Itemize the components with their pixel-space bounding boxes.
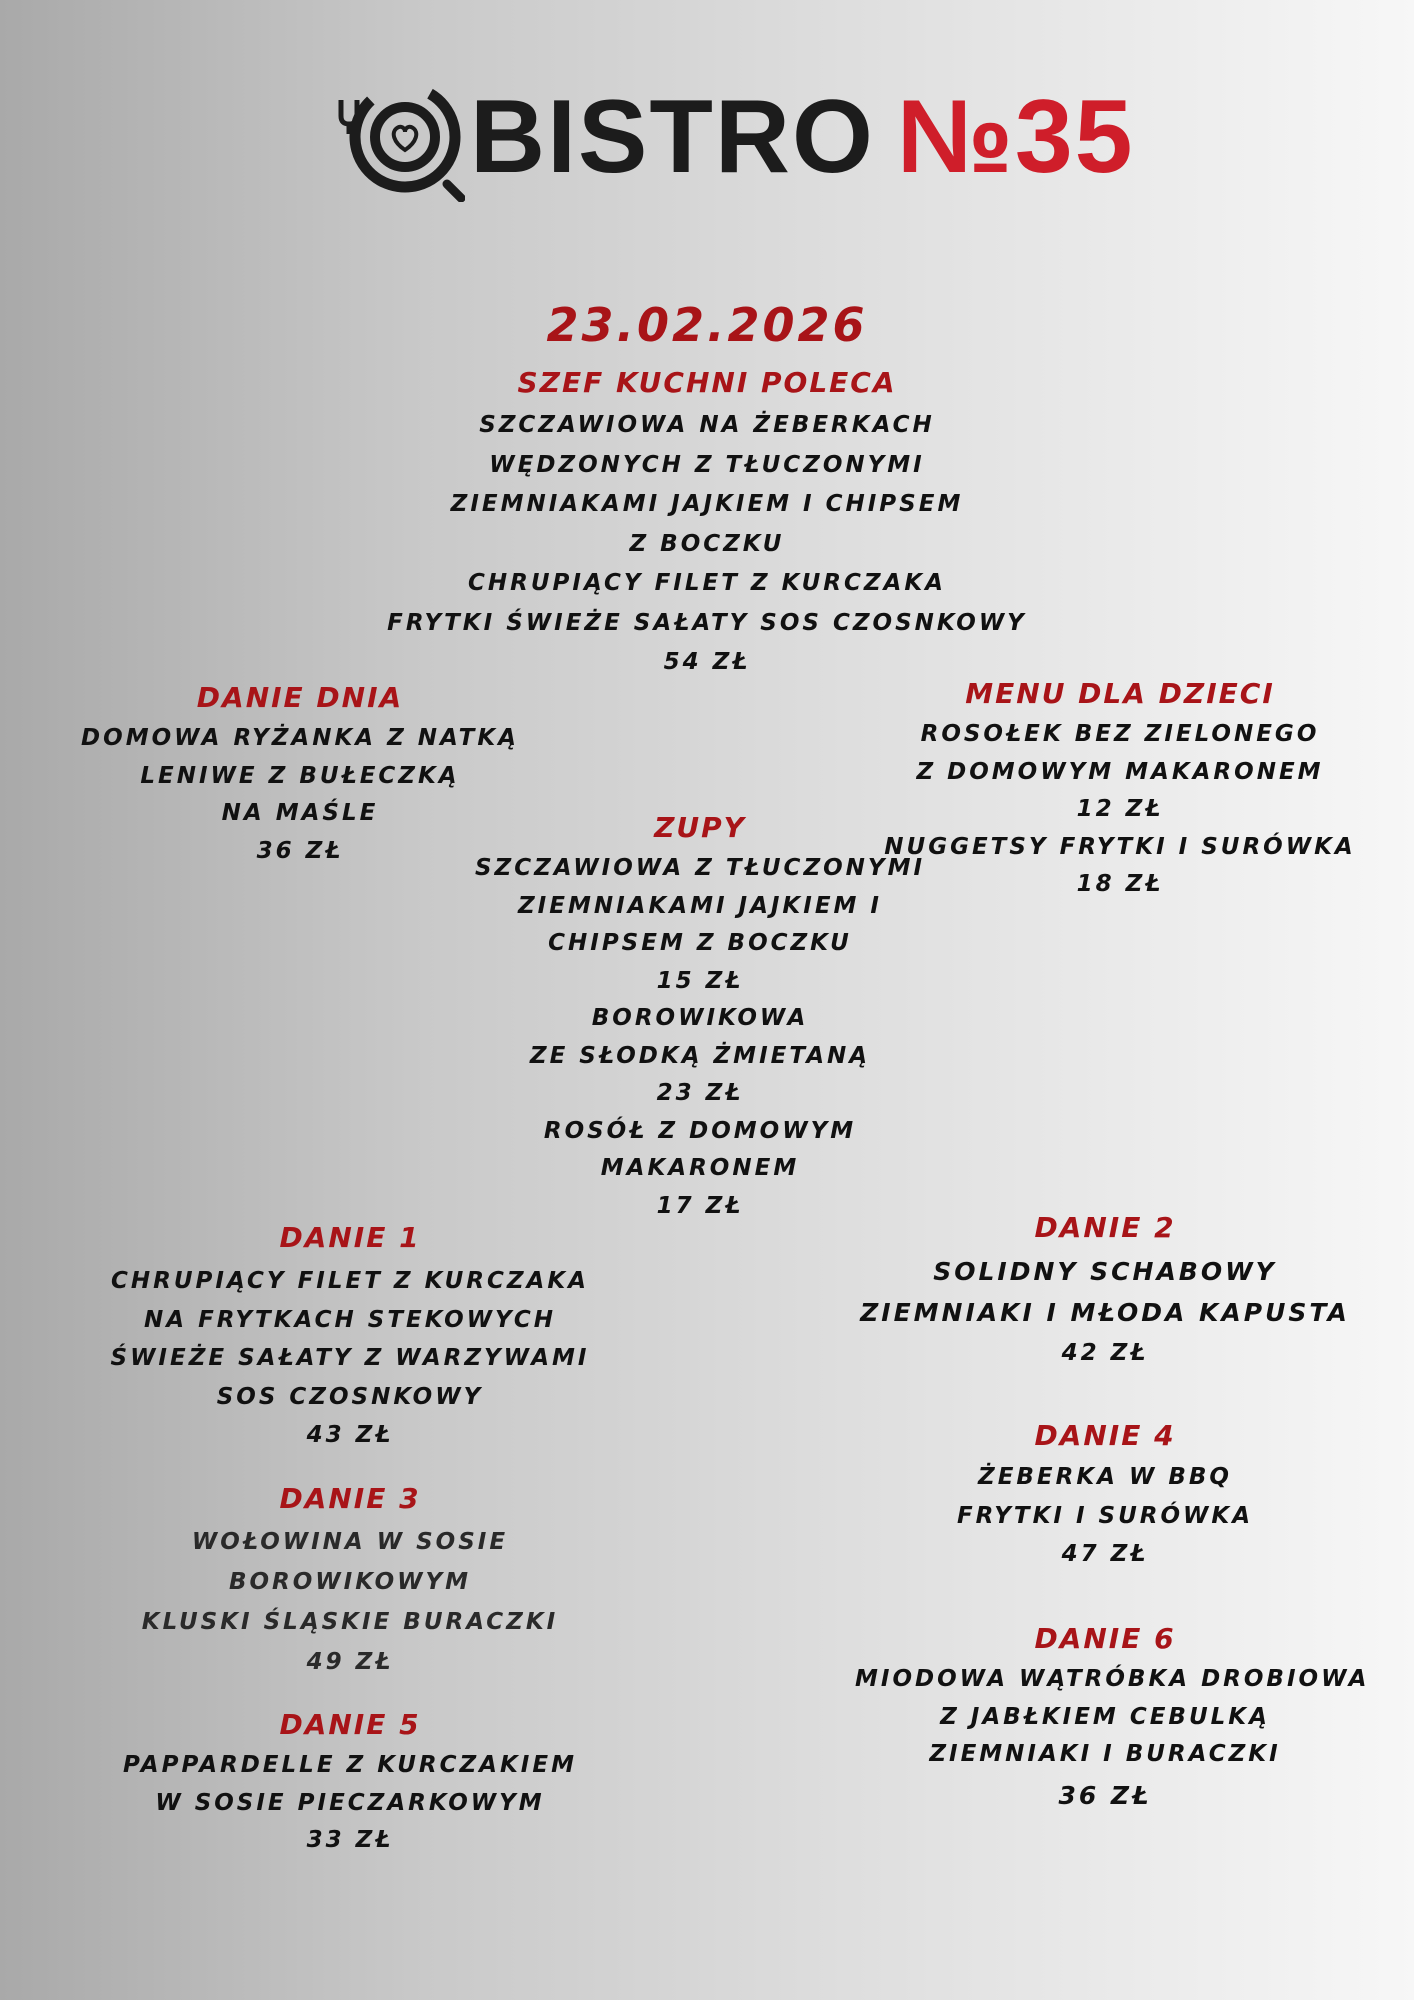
dish-4-section	[855, 1414, 1355, 1574]
dish-5-section	[100, 1703, 600, 1860]
menu-line: NA FRYTKACH STEKOWYCH	[144, 1306, 556, 1333]
menu-line: NA MAŚLE	[221, 800, 379, 826]
dish-1-title: DANIE 1	[279, 1221, 421, 1254]
price: 15 ZŁ	[656, 967, 744, 994]
price: 12 ZŁ	[1076, 796, 1164, 822]
menu-line: NUGGETSY FRYTKI I SURÓWKA	[884, 833, 1356, 860]
menu-line: SZCZAWIOWA NA ŻEBERKACH	[479, 412, 935, 438]
dish-5-title: DANIE 5	[279, 1708, 421, 1741]
price: 47 ZŁ	[1061, 1541, 1149, 1567]
dish-6-title: DANIE 6	[1034, 1622, 1176, 1655]
menu-line: ZE SŁODKĄ ŻMIETANĄ	[529, 1042, 871, 1069]
menu-line: SZCZAWIOWA Z TŁUCZONYMI	[474, 855, 926, 881]
dish-3-section	[100, 1476, 600, 1682]
menu-line: ZIEMNIAKAMI JAJKIEM I CHIPSEM	[450, 491, 964, 517]
kids-menu-title: MENU DLA DZIECI	[965, 677, 1275, 710]
kids-menu-section	[880, 672, 1360, 904]
menu-line: DOMOWA RYŻANKA Z NATKĄ	[81, 725, 519, 751]
soups-section	[450, 806, 950, 1225]
menu-line: BOROWIKOWA	[591, 1005, 809, 1031]
dish-of-the-day-title: DANIE DNIA	[196, 681, 404, 714]
menu-line: LENIWE Z BUŁECZKĄ	[140, 762, 460, 789]
dish-2-section	[855, 1205, 1355, 1374]
price: 49 ZŁ	[306, 1649, 394, 1675]
menu-line: FRYTKI ŚWIEŻE SAŁATY SOS CZOSNKOWY	[387, 609, 1027, 636]
dish-2-title: DANIE 2	[1034, 1211, 1176, 1244]
menu-line: ZIEMNIAKI I MŁODA KAPUSTA	[860, 1298, 1350, 1327]
soups-title: ZUPY	[654, 811, 746, 844]
menu-line: ZIEMNIAKAMI JAJKIEM I	[518, 892, 882, 919]
price: 18 ZŁ	[1076, 871, 1164, 897]
menu-line: KLUSKI ŚLĄSKIE BURACZKI	[141, 1609, 559, 1635]
menu-line: CHIPSEM Z BOCZKU	[548, 930, 852, 956]
menu-line: ŻEBERKA W BBQ	[978, 1464, 1232, 1490]
price: 17 ZŁ	[656, 1192, 744, 1219]
price: 36 ZŁ	[256, 837, 344, 864]
menu-line: ZIEMNIAKI I BURACZKI	[929, 1741, 1281, 1767]
price: 54 ZŁ	[663, 649, 751, 675]
menu-line: CHRUPIĄCY FILET Z KURCZAKA	[468, 570, 946, 596]
price: 43 ZŁ	[306, 1422, 394, 1448]
menu-line: Z BOCZKU	[629, 530, 785, 557]
brand-name-part2: №35	[896, 79, 1135, 195]
menu-line: Z JABŁKIEM CEBULKĄ	[940, 1703, 1270, 1730]
plate-heart-logo-icon	[335, 72, 465, 202]
menu-line: SOS CZOSNKOWY	[216, 1383, 484, 1410]
price: 36 ZŁ	[1058, 1780, 1152, 1810]
dish-1-section	[100, 1214, 600, 1455]
dish-4-title: DANIE 4	[1034, 1419, 1176, 1452]
menu-line: WOŁOWINA W SOSIE	[191, 1529, 509, 1555]
menu-line: MIODOWA WĄTRÓBKA DROBIOWA	[855, 1666, 1370, 1692]
menu-line: W SOSIE PIECZARKOWYM	[155, 1789, 545, 1816]
menu-line: CHRUPIĄCY FILET Z KURCZAKA	[111, 1268, 589, 1294]
price: 42 ZŁ	[1061, 1340, 1149, 1366]
menu-line: MAKARONEM	[600, 1155, 800, 1181]
brand-name-part1: BISTRO	[470, 79, 875, 195]
bistro-logo	[335, 72, 1135, 202]
menu-line: PAPPARDELLE Z KURCZAKIEM	[123, 1752, 577, 1778]
menu-line: SOLIDNY SCHABOWY	[933, 1257, 1277, 1286]
dish-3-title: DANIE 3	[279, 1482, 421, 1515]
price: 23 ZŁ	[656, 1080, 744, 1106]
menu-line: BOROWIKOWYM	[228, 1569, 472, 1595]
menu-line: FRYTKI I SURÓWKA	[956, 1502, 1254, 1529]
bistro-wordmark	[470, 72, 1135, 202]
price: 33 ZŁ	[306, 1827, 394, 1853]
menu-line: ROSOŁEK BEZ ZIELONEGO	[920, 721, 1320, 747]
menu-line: Z DOMOWYM MAKARONEM	[916, 758, 1324, 785]
menu-date: 23.02.2026	[546, 298, 868, 352]
chef-recommends-title: SZEF KUCHNI POLECA	[517, 366, 897, 399]
dish-6-section	[855, 1617, 1370, 1818]
menu-line: WĘDZONYCH Z TŁUCZONYMI	[489, 451, 925, 478]
menu-line: ROSÓŁ Z DOMOWYM	[543, 1117, 857, 1144]
menu-line: ŚWIEŻE SAŁATY Z WARZYWAMI	[110, 1345, 590, 1371]
chef-recommends-section	[357, 360, 1057, 683]
